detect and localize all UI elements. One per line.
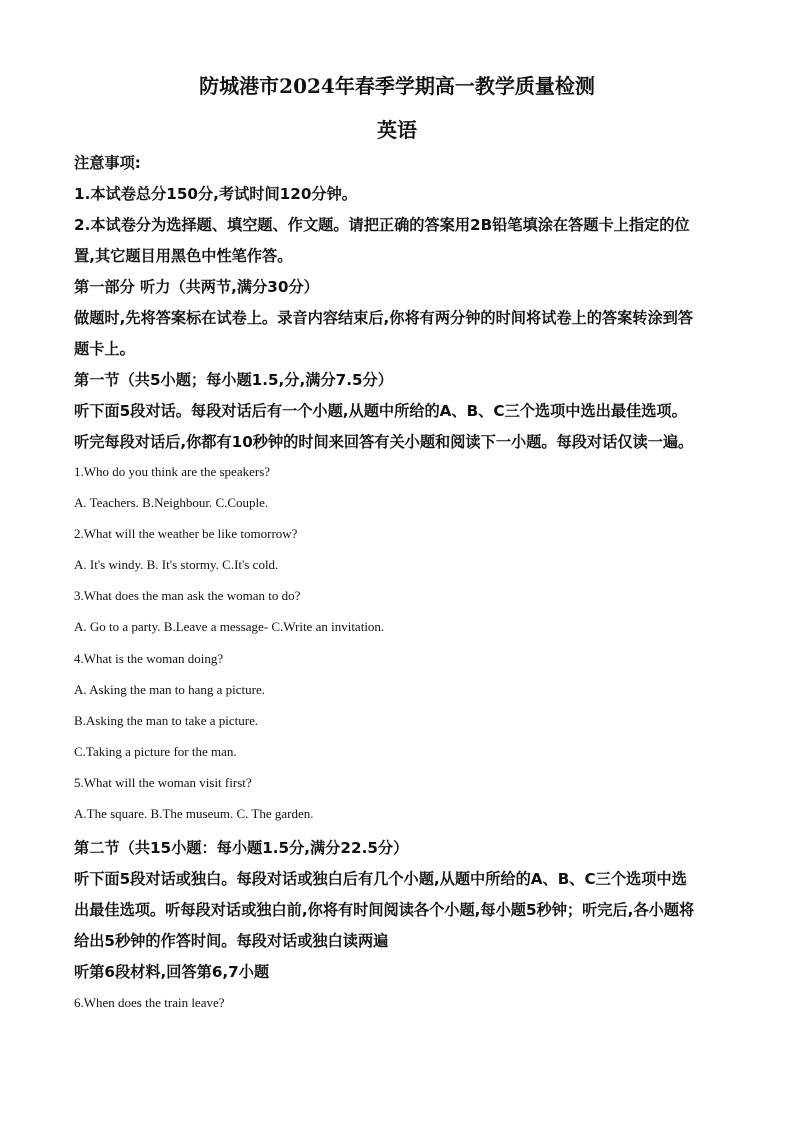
section2-instruction-line-1: 听下面5段对话或独白。每段对话或独白后有几个小题,从题中所给的A、B、C三个选项中选 bbox=[74, 870, 687, 888]
question-4-option-c: C.Taking a picture for the man. bbox=[74, 744, 237, 759]
part1-instruction-line-1: 做题时,先将答案标在试卷上。录音内容结束后,你将有两分钟的时间将试卷上的答案转涂到答 bbox=[74, 309, 694, 327]
question-5-options: A.The square. B.The museum. C. The garden. bbox=[74, 806, 314, 821]
question-4-option-a: A. Asking the man to hang a picture. bbox=[74, 682, 265, 697]
question-2-stem: 2.What will the weather be like tomorrow? bbox=[74, 526, 298, 541]
section1-instruction-line-2: 听完每段对话后,你都有10秒钟的时间来回答有关小题和阅读下一小题。每段对话仅读一遍。 bbox=[74, 433, 694, 451]
question-1-stem: 1.Who do you think are the speakers? bbox=[74, 464, 271, 479]
notice-item-1: 1.本试卷总分150分,考试时间120分钟。 bbox=[74, 185, 357, 203]
question-5-stem: 5.What will the woman visit first? bbox=[74, 775, 252, 790]
part1-instruction-line-2: 题卡上。 bbox=[74, 340, 135, 358]
subject-title: 英语 bbox=[377, 118, 417, 142]
question-3-stem: 3.What does the man ask the woman to do? bbox=[74, 588, 301, 603]
section2-instruction-line-3: 给出5秒钟的作答时间。每段对话或独白读两遍 bbox=[74, 932, 389, 950]
notice-item-2-line-2: 置,其它题目用黑色中性笔作答。 bbox=[74, 247, 293, 265]
section1-instruction-line-1: 听下面5段对话。每段对话后有一个小题,从题中所给的A、B、C三个选项中选出最佳选项。 bbox=[74, 402, 687, 420]
section2-instruction-line-2: 出最佳选项。听每段对话或独白前,你将有时间阅读各个小题,每小题5秒钟；听完后,各小题将 bbox=[74, 901, 695, 919]
question-6-stem: 6.When does the train leave? bbox=[74, 995, 225, 1010]
notice-heading: 注意事项: bbox=[74, 154, 141, 172]
question-1-options: A. Teachers. B.Neighbour. C.Couple. bbox=[74, 495, 269, 510]
question-2-options: A. It's windy. B. It's stormy. C.It's cold. bbox=[74, 557, 279, 572]
question-4-stem: 4.What is the woman doing? bbox=[74, 651, 224, 666]
section2-heading: 第二节（共15小题：每小题1.5分,满分22.5分） bbox=[74, 839, 409, 857]
material-6-instruction: 听第6段材料,回答第6,7小题 bbox=[74, 963, 270, 981]
question-3-options: A. Go to a party. B.Leave a message- C.Write an invitation. bbox=[74, 619, 385, 634]
exam-title: 防城港市2024年春季学期高一教学质量检测 bbox=[199, 74, 595, 98]
notice-item-2-line-1: 2.本试卷分为选择题、填空题、作文题。请把正确的答案用2B铅笔填涂在答题卡上指定的位 bbox=[74, 216, 690, 234]
section1-heading: 第一节（共5小题；每小题1.5,分,满分7.5分） bbox=[74, 371, 393, 389]
question-4-option-b: B.Asking the man to take a picture. bbox=[74, 713, 259, 728]
part1-heading: 第一部分 听力（共两节,满分30分） bbox=[74, 278, 319, 296]
